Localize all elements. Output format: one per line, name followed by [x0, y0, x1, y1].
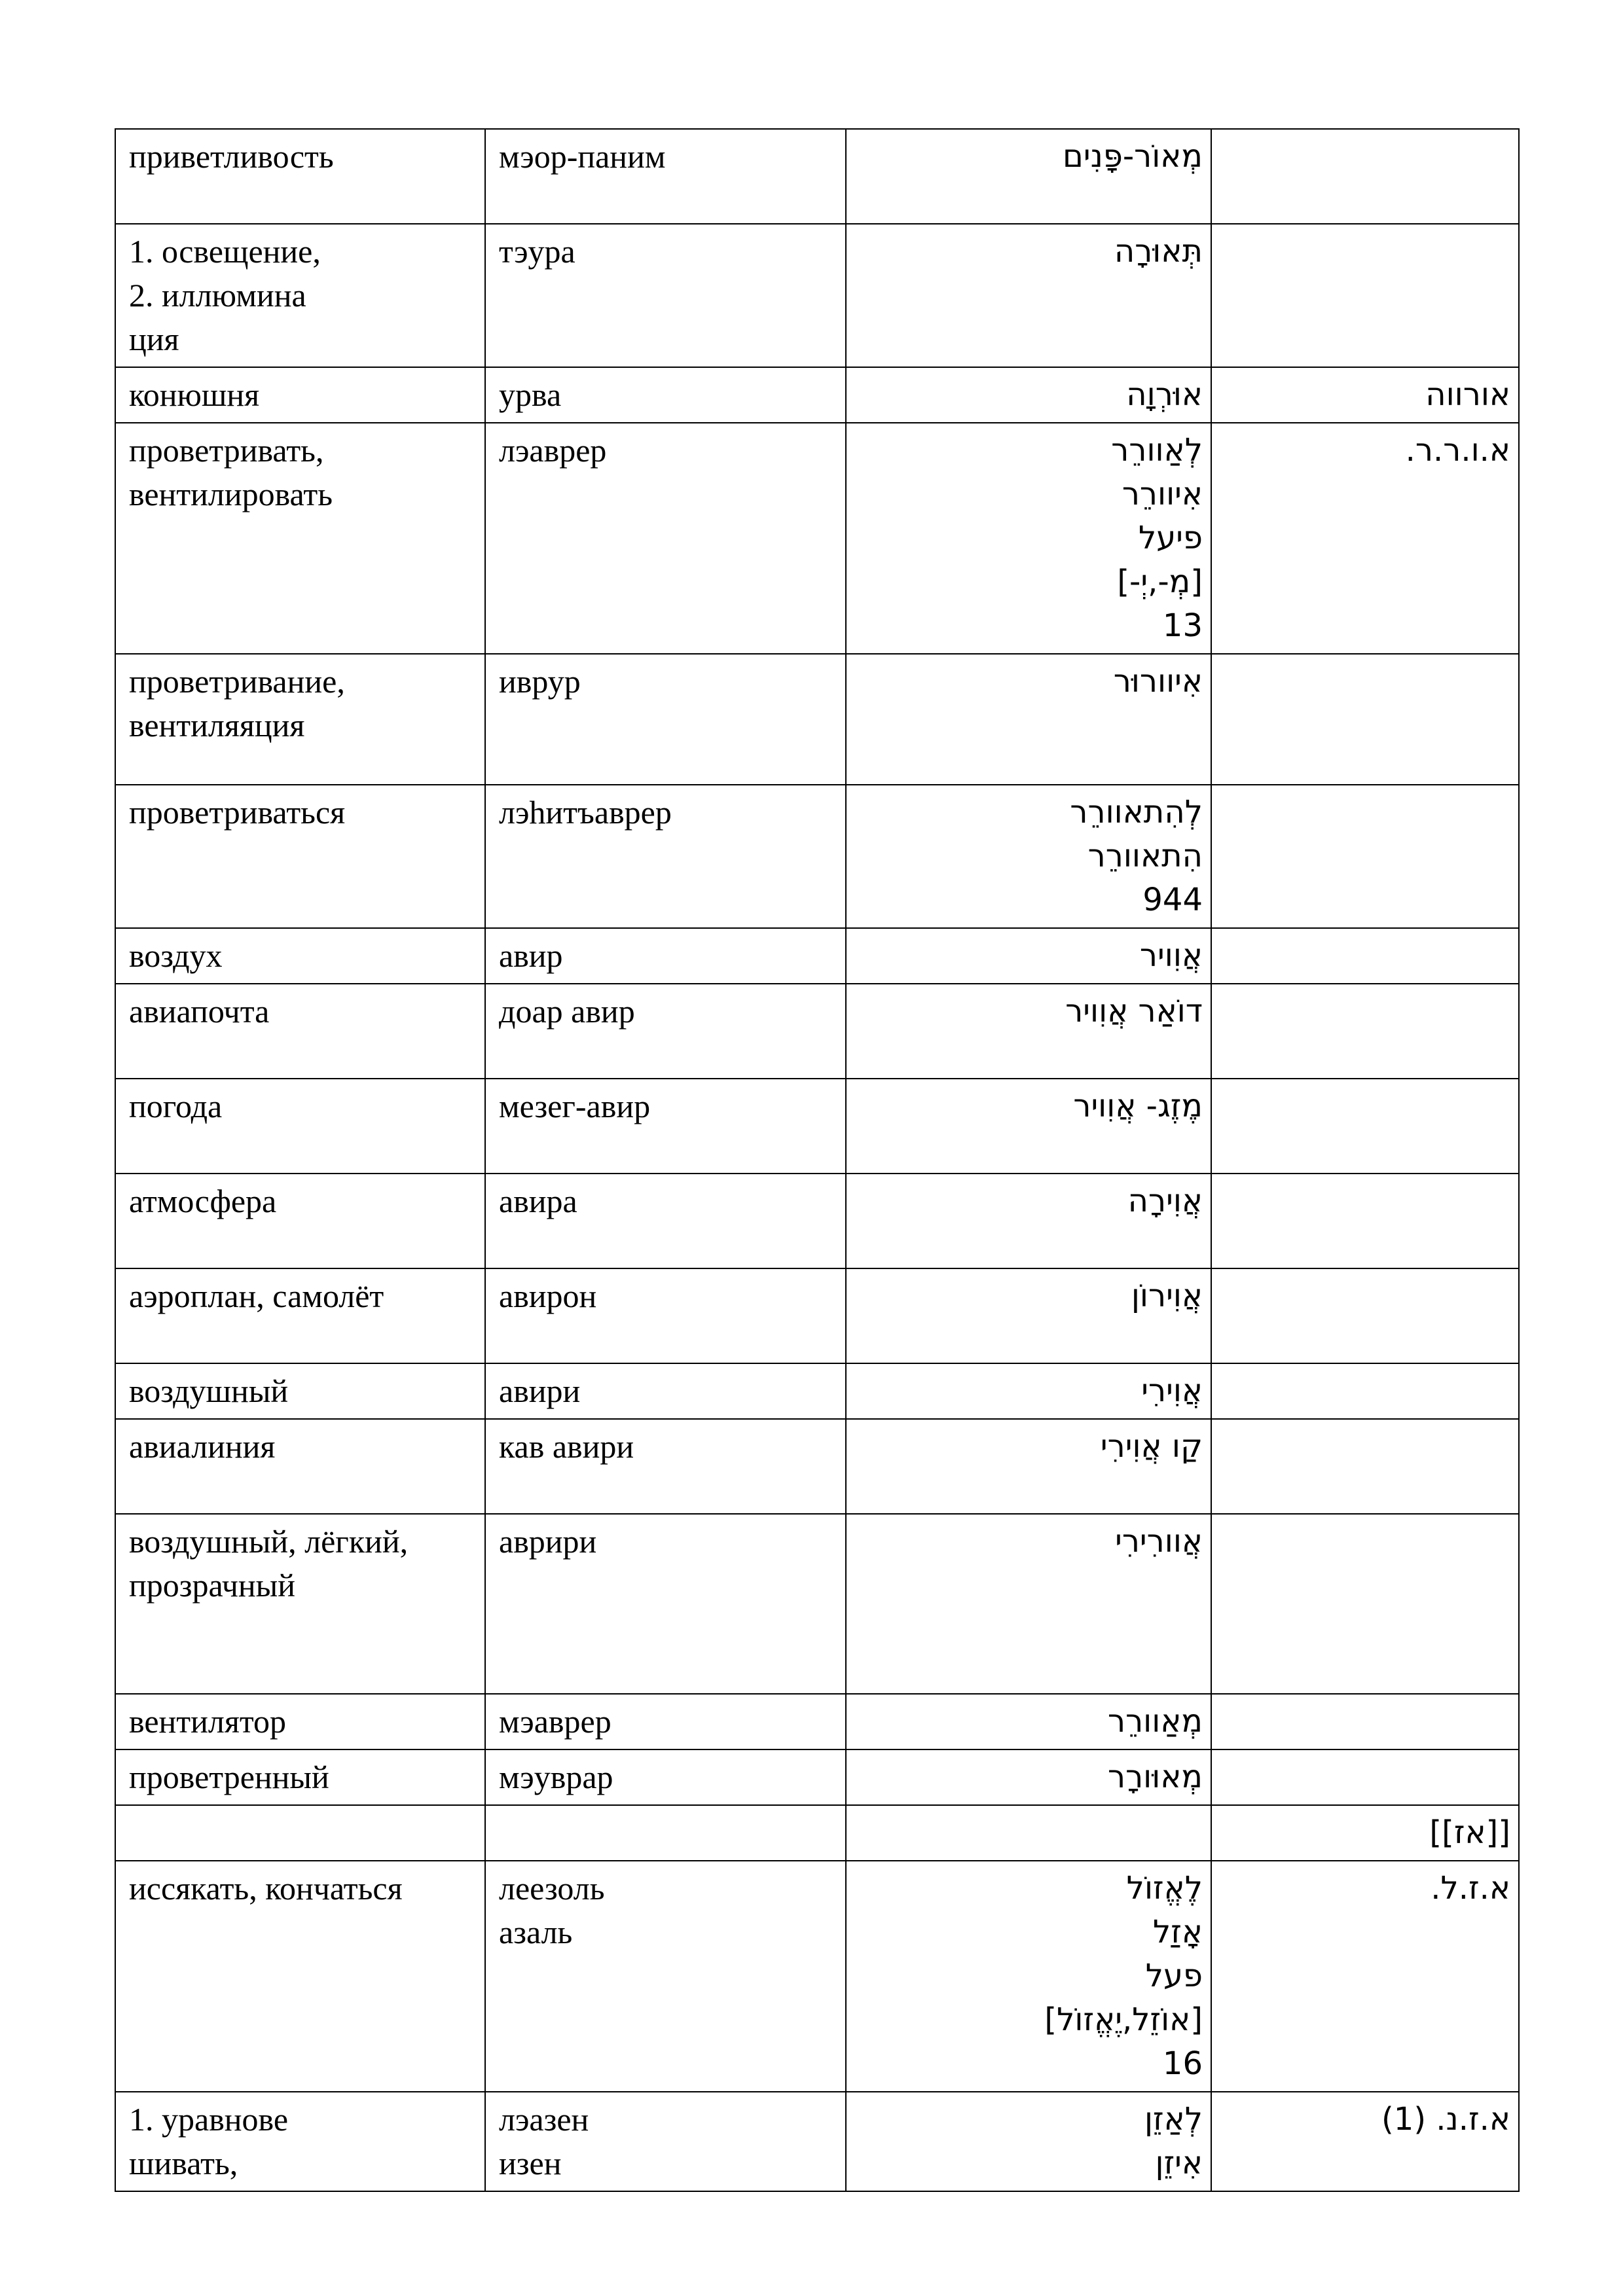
hebrew-text: אֲוִירָה: [1127, 1183, 1203, 1219]
table-row: [115, 367, 1519, 423]
transliteration-text: мэуврар: [499, 1759, 613, 1795]
root-text: [1225, 660, 1510, 704]
root-text: [1225, 1369, 1510, 1413]
hebrew-cell: [846, 785, 1211, 928]
russian-cell: [115, 654, 485, 785]
root-cell: [1211, 654, 1519, 785]
hebrew-cell: [846, 654, 1211, 785]
root-text: [1225, 990, 1510, 1033]
russian-cell: [115, 928, 485, 984]
hebrew-text: תְּאוּרָה: [1114, 233, 1203, 270]
root-text: אורווה: [1425, 376, 1510, 413]
root-text: [1225, 1700, 1510, 1744]
transliteration-cell: [485, 928, 846, 984]
root-cell: [1211, 928, 1519, 984]
root-cell: [1211, 1749, 1519, 1805]
transliteration-text: мэор-паним: [499, 138, 666, 175]
transliteration-cell: [485, 1514, 846, 1694]
russian-text: вентиляяция: [129, 707, 305, 744]
hebrew-text: אֲוִירִי: [1141, 1372, 1203, 1409]
russian-cell: [115, 224, 485, 367]
russian-text: 1. уравнове: [129, 2101, 289, 2138]
root-cell: [1211, 1174, 1519, 1268]
hebrew-text: מְאוֹר-פָּנִים: [1063, 138, 1203, 175]
root-text: [1225, 934, 1510, 978]
russian-cell: [115, 129, 485, 224]
transliteration-cell: [485, 224, 846, 367]
root-text: א.ז.נ. (1): [1381, 2101, 1510, 2138]
russian-text: прозрачный: [129, 1567, 295, 1604]
transliteration-cell: [485, 1694, 846, 1749]
transliteration-text: доар авир: [499, 993, 635, 1030]
russian-text: воздух: [129, 937, 223, 974]
table-row: [115, 785, 1519, 928]
hebrew-text: אִיוורֵר: [1122, 476, 1203, 512]
russian-text: воздушный, лёгкий,: [129, 1523, 409, 1560]
hebrew-text: [מְ-,יְ-]: [1117, 564, 1203, 600]
root-text: [1225, 1179, 1510, 1223]
root-text: א.ו.ר.ר.: [1405, 432, 1510, 469]
hebrew-cell: [846, 2092, 1211, 2191]
hebrew-text: אִיזֵן: [1155, 2145, 1203, 2181]
hebrew-text: אֲוִירוֹן: [1131, 1278, 1203, 1314]
root-cell: [1211, 785, 1519, 928]
hebrew-text: קַו אֲוִירִי: [1100, 1428, 1203, 1465]
russian-cell: [115, 2092, 485, 2191]
hebrew-cell: [846, 367, 1211, 423]
transliteration-text: леезоль: [499, 1870, 605, 1907]
table-row: [115, 984, 1519, 1079]
russian-cell: [115, 785, 485, 928]
transliteration-text: авир: [499, 937, 563, 974]
table-row: [115, 1363, 1519, 1419]
hebrew-cell: [846, 1419, 1211, 1514]
table-row: [115, 224, 1519, 367]
russian-text: аэроплан, самолёт: [129, 1278, 384, 1314]
hebrew-text: אֲוִויר: [1139, 937, 1203, 974]
table-row: [115, 1174, 1519, 1268]
hebrew-text: [860, 1811, 1203, 1855]
transliteration-cell: [485, 984, 846, 1079]
hebrew-cell: [846, 1363, 1211, 1419]
russian-cell: [115, 423, 485, 654]
transliteration-text: мезег-авир: [499, 1088, 651, 1124]
root-cell: [1211, 1514, 1519, 1694]
root-cell: [1211, 224, 1519, 367]
transliteration-cell: [485, 1861, 846, 2092]
table-row: [115, 1749, 1519, 1805]
hebrew-cell: [846, 224, 1211, 367]
table-row: [115, 2092, 1519, 2191]
transliteration-cell: [485, 1749, 846, 1805]
transliteration-text: лэhитъаврер: [499, 794, 672, 831]
russian-text: проветренный: [129, 1759, 329, 1795]
hebrew-text: 16: [1162, 2045, 1203, 2082]
hebrew-text: 13: [1162, 607, 1203, 644]
hebrew-cell: [846, 1268, 1211, 1363]
table-row: [115, 928, 1519, 984]
transliteration-cell: [485, 423, 846, 654]
root-cell: [1211, 129, 1519, 224]
russian-cell: [115, 1861, 485, 2092]
hebrew-cell: [846, 1079, 1211, 1174]
table-row: [115, 1268, 1519, 1363]
transliteration-text: мэаврер: [499, 1703, 611, 1740]
russian-text: проветривание,: [129, 663, 345, 700]
table-row: [115, 1694, 1519, 1749]
table-row: [115, 129, 1519, 224]
russian-cell: [115, 1419, 485, 1514]
russian-text: вентилятор: [129, 1703, 287, 1740]
hebrew-text: 944: [1142, 882, 1203, 918]
transliteration-cell: [485, 129, 846, 224]
hebrew-text: לְאַוורֵר: [1111, 432, 1203, 469]
root-text: [1225, 791, 1510, 834]
transliteration-cell: [485, 654, 846, 785]
table-row: [115, 1805, 1519, 1861]
hebrew-text: לְהִתאוורֵר: [1070, 794, 1203, 831]
transliteration-cell: [485, 1174, 846, 1268]
hebrew-text: [אוֹזֵל,יֶאֱזוֹל]: [1044, 2001, 1203, 2038]
hebrew-text: דוֹאַר אֲוִויר: [1065, 993, 1203, 1030]
root-cell: [1211, 1419, 1519, 1514]
transliteration-text: тэура: [499, 233, 575, 270]
hebrew-cell: [846, 1694, 1211, 1749]
russian-cell: [115, 367, 485, 423]
root-cell: [1211, 1861, 1519, 2092]
russian-cell: [115, 984, 485, 1079]
hebrew-text: לְאַזֵן: [1144, 2101, 1203, 2138]
russian-text: иссякать, кончаться: [129, 1870, 403, 1907]
hebrew-cell: [846, 1514, 1211, 1694]
transliteration-text: изен: [499, 2145, 562, 2181]
table-row: [115, 1419, 1519, 1514]
hebrew-cell: [846, 129, 1211, 224]
hebrew-cell: [846, 1805, 1211, 1861]
root-cell: [1211, 1363, 1519, 1419]
transliteration-cell: [485, 1363, 846, 1419]
hebrew-text: אֲוורִירִי: [1115, 1523, 1203, 1560]
table-row: [115, 654, 1519, 785]
transliteration-cell: [485, 1419, 846, 1514]
root-text: א.ז.ל.: [1431, 1870, 1510, 1907]
russian-text: шивать,: [129, 2145, 238, 2181]
russian-text: погода: [129, 1088, 223, 1124]
transliteration-cell: [485, 1805, 846, 1861]
russian-text: проветриваться: [129, 794, 346, 831]
root-text: [1225, 1085, 1510, 1128]
root-text: [1225, 1274, 1510, 1318]
root-cell: [1211, 1079, 1519, 1174]
hebrew-text: אוּרְוָה: [1126, 376, 1203, 413]
transliteration-text: кав авири: [499, 1428, 634, 1465]
transliteration-text: лэаврер: [499, 432, 607, 469]
hebrew-text: אִיוורוּר: [1113, 663, 1203, 700]
transliteration-text: [499, 1811, 837, 1855]
transliteration-cell: [485, 1268, 846, 1363]
russian-text: приветливость: [129, 138, 334, 175]
russian-text: авиапочта: [129, 993, 270, 1030]
root-text: [1225, 1755, 1510, 1799]
table-row: [115, 1514, 1519, 1694]
hebrew-cell: [846, 1749, 1211, 1805]
dictionary-table: [115, 128, 1520, 2192]
russian-text: вентилировать: [129, 476, 333, 512]
russian-text: 1. освещение,: [129, 233, 321, 270]
russian-text: конюшня: [129, 376, 260, 413]
table-row: [115, 423, 1519, 654]
transliteration-text: авира: [499, 1183, 577, 1219]
root-text: [1225, 135, 1510, 179]
root-text: [1225, 1425, 1510, 1469]
transliteration-cell: [485, 2092, 846, 2191]
hebrew-text: מְאַוורֵר: [1107, 1703, 1203, 1740]
transliteration-text: иврур: [499, 663, 581, 700]
root-cell: [1211, 1694, 1519, 1749]
transliteration-cell: [485, 785, 846, 928]
root-cell: [1211, 1268, 1519, 1363]
russian-cell: [115, 1174, 485, 1268]
russian-cell: [115, 1749, 485, 1805]
transliteration-text: азаль: [499, 1914, 573, 1950]
hebrew-cell: [846, 984, 1211, 1079]
hebrew-cell: [846, 1861, 1211, 2092]
root-cell: [1211, 2092, 1519, 2191]
transliteration-text: авирон: [499, 1278, 597, 1314]
russian-cell: [115, 1268, 485, 1363]
russian-text: авиалиния: [129, 1428, 276, 1465]
hebrew-text: אָזַל: [1153, 1914, 1203, 1950]
transliteration-cell: [485, 367, 846, 423]
russian-cell: [115, 1514, 485, 1694]
transliteration-text: лэазен: [499, 2101, 589, 2138]
russian-text: атмосфера: [129, 1183, 277, 1219]
russian-cell: [115, 1079, 485, 1174]
root-cell: [1211, 984, 1519, 1079]
transliteration-text: авири: [499, 1372, 581, 1409]
transliteration-text: урва: [499, 376, 562, 413]
russian-text: 2. иллюмина: [129, 277, 306, 314]
root-cell: [1211, 423, 1519, 654]
root-cell: [1211, 1805, 1519, 1861]
russian-cell: [115, 1694, 485, 1749]
hebrew-text: לֶאֱזוֹל: [1126, 1870, 1203, 1907]
root-cell: [1211, 367, 1519, 423]
hebrew-text: פעל: [1145, 1958, 1203, 1994]
table-row: [115, 1861, 1519, 2092]
russian-cell: [115, 1363, 485, 1419]
root-text: [1225, 1520, 1510, 1564]
russian-text: [129, 1811, 477, 1855]
table-row: [115, 1079, 1519, 1174]
hebrew-cell: [846, 423, 1211, 654]
russian-text: воздушный: [129, 1372, 289, 1409]
russian-text: проветривать,: [129, 432, 324, 469]
hebrew-text: מְאוּורָר: [1107, 1759, 1203, 1795]
hebrew-text: פיעל: [1138, 520, 1203, 556]
root-text: [[אז]]: [1429, 1814, 1510, 1851]
transliteration-text: аврири: [499, 1523, 597, 1560]
russian-text: ция: [129, 321, 179, 357]
hebrew-text: הִתאוורֵר: [1087, 838, 1203, 874]
hebrew-cell: [846, 1174, 1211, 1268]
transliteration-cell: [485, 1079, 846, 1174]
hebrew-text: מֶזֶג- אֲוִויר: [1073, 1088, 1203, 1124]
root-text: [1225, 230, 1510, 274]
russian-cell: [115, 1805, 485, 1861]
hebrew-cell: [846, 928, 1211, 984]
